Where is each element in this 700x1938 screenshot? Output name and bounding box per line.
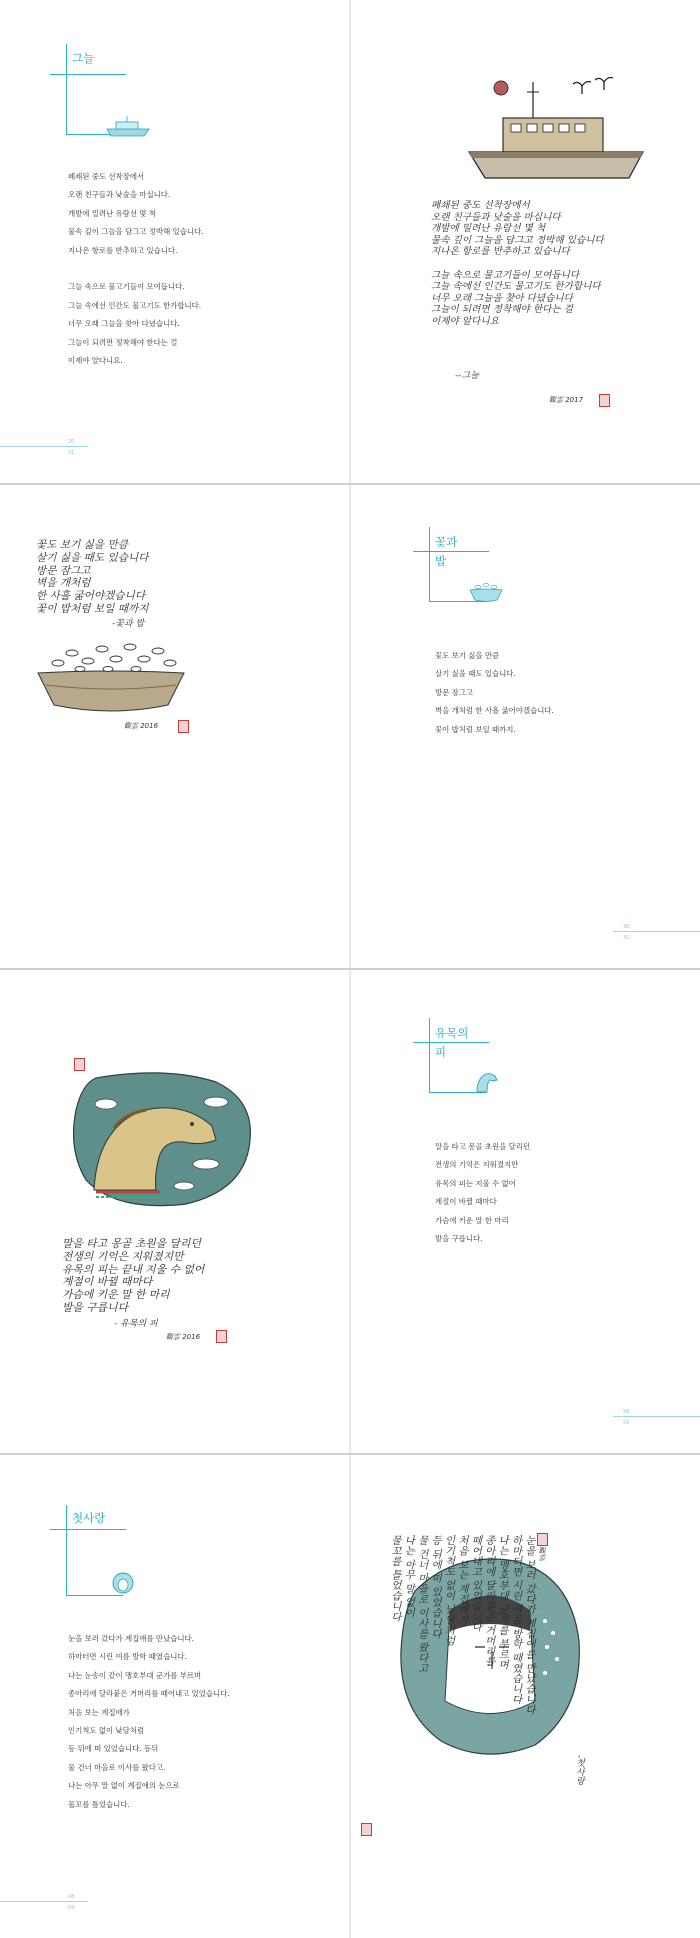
poem-line: 하마터면 시린 여름 방학 때였습니다. [68,1652,187,1662]
handwritten-poem [36,539,148,616]
poem-line: 물꼬를 틀었습니다. [68,1799,130,1809]
poem-text [435,1138,530,1248]
poem-title: 꽃과 밥 [435,535,458,568]
horse-head-icon [473,1070,499,1094]
title-rule [50,1529,126,1530]
handwriting-line: 가슴에 키운 말 한 마리 [62,1288,170,1302]
page-number-right: 31 [623,935,630,941]
handwriting-source: -첫사랑 [574,1755,584,1786]
handwriting-line: 오랜 친구들과 낮술을 마십니다 [431,211,561,223]
flower-bowl-illustration [36,635,186,717]
handwriting-line: 폐쇄된 중도 선착장에서 [431,200,530,211]
handwriting-line: 그늘이 되려면 정착해야 한다는 걸 [431,304,573,316]
page-right [351,485,700,968]
handwriting-line: 계절이 바뀔 때마다 [62,1275,153,1289]
handwriting-line: 그늘 속에선 인간도 물고기도 한가합니다 [431,281,601,293]
handwriting-line: 인기척도 없이 낮달처럼 [442,1535,455,1646]
handwriting-line: 그늘 속으로 물고기들이 모여듭니다 [431,269,580,281]
poem-line: 벽을 개처럼 한 사흘 굶어야겠습니다. [435,706,554,716]
poem-title: 유목의 피 [435,1026,469,1059]
spread-nomad-blood [0,970,700,1453]
poem-line: 물속 깊이 그늘을 담그고 정박해 있습니다. [68,227,204,237]
handwriting-line: 꽃이 밥처럼 보일 때까지 [36,602,149,615]
poem-line: 지나온 항로를 반추하고 있습니다. [68,245,178,255]
poem-line: 꽃이 밥처럼 보일 때까지. [435,724,516,734]
poem-line: 인기척도 없이 낮달처럼 [68,1726,145,1736]
handwriting-line: 꽃도 보기 싫을 만큼 [36,539,128,551]
page-number-left: 20 [68,439,75,445]
poem-line: 그늘 속으로 물고기들이 모여듭니다. [68,282,185,292]
artist-signature: 觀雲 2016 [166,1333,201,1341]
seal-stamp [599,394,610,407]
poem-line: 폐쇄된 중도 선착장에서 [68,172,145,181]
handwriting-line: 눈을 보러 갔다가 계집애를 만났습니다 [523,1535,535,1715]
seal-stamp [361,1823,372,1836]
page-left [0,485,349,968]
poem-line: 살기 싫을 때도 있습니다. [435,669,516,679]
handwriting-line: 떼어내고 있었습니다 [469,1535,482,1632]
flower-bowl-icon [469,581,503,603]
handwriting-line: 물속 깊이 그늘을 담그고 정박해 있습니다 [431,234,604,246]
poem-line: 처음 보는 계집애가 [68,1707,130,1717]
seal-stamp [537,1533,548,1546]
handwriting-line: 지나온 항로를 반추하고 있습니다 [431,246,570,258]
handwritten-poem [431,200,604,328]
poem-title: 그늘 [72,51,95,65]
handwriting-line: 종아리에 달라붙은 거머리를 [482,1535,495,1667]
handwritten-poem [62,1238,204,1315]
handwriting-line: 한 사흘 굶어야겠습니다 [36,590,146,603]
poem-text [435,647,554,739]
vertical-handwriting [385,1535,535,1870]
page-left [0,970,349,1453]
poem-text [68,1630,230,1814]
poem-line: 이제야 알다니요. [68,356,123,366]
handwriting-line: 발을 구릅니다 [62,1300,129,1314]
ferry-boat-icon [106,115,150,137]
page-number-left: 08 [68,1894,75,1900]
handwriting-line: 나는 아무 말 없이 [402,1535,415,1618]
handwriting-line: 개발에 밀려난 유람선 몇 척 [431,223,546,235]
poem-line: 나는 아무 말 없이 계집애의 눈으로 [68,1781,180,1791]
poem-line: 오랜 친구들과 낮술을 마십니다. [68,190,171,200]
title-rule [50,74,126,75]
artist-signature: 觀雲 2017 [549,396,584,404]
poem-line: 그늘 속에선 인간도 물고기도 한가합니다. [68,300,202,310]
page-number-right: 21 [68,450,75,456]
handwriting-line: 등 뒤에 떠 있었습니다 [429,1535,442,1639]
page-number-rule [613,931,700,932]
poem-line: 그늘이 되려면 정착해야 한다는 걸 [68,337,178,347]
poem-line: 개발에 밀려난 유람선 몇 척 [68,208,156,218]
girl-face-icon [110,1571,136,1595]
page-number-rule [613,1416,700,1417]
spread-first-love [0,1455,700,1938]
handwriting-source: --그늘 [455,371,479,381]
handwriting-source: - 유목의 피 [114,1319,158,1329]
handwriting-line: 물 건너 마을로 이사를 왔다고 [415,1535,428,1674]
page-number-right: 09 [68,1905,75,1911]
poem-title: 첫사랑 [72,1511,106,1525]
poem-line: 종아리에 달라붙은 거머리를 떼어내고 있었습니다. [68,1689,230,1699]
poem-line: 눈을 보러 갔다가 계집애를 만났습니다. [68,1634,194,1643]
handwriting-line: 나는 맹호부대 군가를 부르며 [496,1535,509,1670]
page-right [351,970,700,1453]
handwriting-line: 말을 타고 몽골 초원을 달리던 [62,1237,201,1250]
page-right [351,1455,700,1938]
page-number-left: 30 [623,924,630,930]
page-number-rule [0,446,88,447]
poem-line: 계절이 바뀔 때마다 [435,1197,497,1207]
handwriting-line: 살기 싫을 때도 있습니다 [36,551,149,564]
poem-line [68,260,203,278]
seal-stamp [216,1330,227,1343]
poem-line: 등 뒤에 떠 있었습니다. 등뒤 [68,1744,159,1754]
spread-flower-rice [0,485,700,968]
poem-text [68,168,203,370]
handwriting-line: 벽을 개처럼 [36,577,91,590]
handwriting-line: 이제야 알다니요 [431,315,499,327]
poem-line: 물 건너 마을로 이사를 왔다고. [68,1762,166,1772]
poem-line: 가슴에 키운 말 한 마리 [435,1215,509,1225]
handwriting-line: 방문 잠그고 [36,564,91,577]
handwriting-line: 하마터면 시린 여름 방학 때였습니다 [509,1535,522,1705]
handwriting-line: 처음 보는 계집애가 [455,1535,468,1625]
page-number-left: 58 [623,1409,630,1415]
handwriting-line: 전생의 기억은 지워졌지만 [62,1249,184,1263]
poem-line: 너무 오래 그늘을 찾아 다녔습니다. [68,319,180,329]
handwriting-line: 너무 오래 그늘을 찾아 다녔습니다 [431,292,573,304]
page-left [0,0,349,483]
poem-line: 꽃도 보기 싫을 만큼 [435,651,500,660]
artist-signature: 觀雲 [538,1547,546,1561]
poem-line: 말을 타고 몽골 초원을 달리던 [435,1142,531,1151]
page-left [0,1455,349,1938]
poem-line: 발을 구릅니다. [435,1234,483,1244]
poem-line: 나는 눈송이 같이 맹호부대 군가를 부르며 [68,1670,202,1680]
ferry-illustration [461,72,651,182]
page-number-rule [0,1901,88,1902]
poem-line: 유목의 피는 지울 수 없어 [435,1178,516,1188]
artist-signature: 觀雲 2016 [124,722,159,730]
poem-line: 방문 잠그고 [435,687,474,697]
handwriting-line: 유목의 피는 끝내 지울 수 없어 [62,1262,205,1276]
spread-geuneul [0,0,700,483]
poem-line: 전생의 기억은 지워졌지만 [435,1160,519,1170]
seal-stamp [178,720,189,733]
page-number-right: 59 [623,1420,630,1426]
handwriting-line: 물꼬를 틀었습니다 [388,1535,401,1622]
horse-illustration [66,1070,256,1210]
handwriting-line [431,258,604,270]
page-right [351,0,700,483]
handwriting-source: -꽃과 밥 [112,619,145,629]
